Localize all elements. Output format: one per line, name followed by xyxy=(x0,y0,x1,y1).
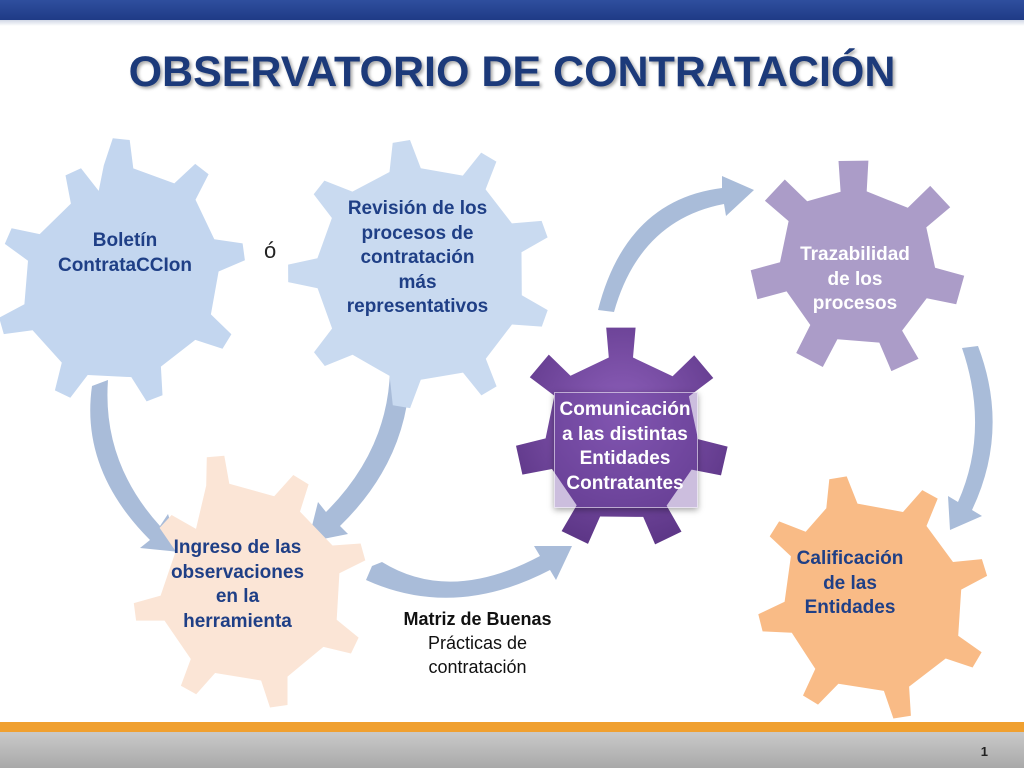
gear-ingreso-label xyxy=(155,536,320,634)
gear-revision-line-1: Revisión de los xyxy=(347,198,488,219)
arrow-comunicacion-to-trazabilidad xyxy=(598,176,754,312)
gear-calificacion-line-1: Calificación xyxy=(796,548,904,569)
gear-boletin-line-1: Boletín xyxy=(92,230,158,251)
gear-revision-line-4: más xyxy=(398,271,437,293)
matriz-caption xyxy=(380,607,575,679)
arrow-trazabilidad-to-calificacion xyxy=(948,346,993,530)
gear-comunicacion-line-2: a las distintas xyxy=(562,423,688,445)
gear-boletin-line-2: ContrataCCIon xyxy=(57,254,193,276)
gear-comunicacion-line-3: Entidades xyxy=(579,448,671,469)
gear-boletin-label xyxy=(40,229,210,278)
gear-calificacion-line-3: Entidades xyxy=(804,597,896,618)
caption-line-3: contratación xyxy=(428,657,527,677)
gear-revision-label xyxy=(330,197,505,320)
stray-character: ó xyxy=(264,238,277,263)
gear-calificacion-label xyxy=(775,547,925,621)
arrow-ingreso-to-comunicacion xyxy=(366,546,572,598)
footer-bar xyxy=(0,732,1024,768)
gear-ingreso-line-1: Ingreso de las xyxy=(173,537,302,558)
caption-line-2: Prácticas de xyxy=(427,633,528,653)
gear-comunicacion-line-4: Contratantes xyxy=(566,472,684,494)
gear-trazabilidad-line-2: de los xyxy=(827,268,883,290)
gear-ingreso-line-3: en la xyxy=(215,586,260,607)
caption-line-1: Matriz de Buenas xyxy=(403,609,552,629)
gear-comunicacion-label xyxy=(548,398,702,496)
gear-revision-line-2: procesos de xyxy=(361,222,474,244)
page-number: 1 xyxy=(980,744,988,759)
gear-trazabilidad-label xyxy=(780,243,930,317)
gear-ingreso-line-4: herramienta xyxy=(183,610,292,632)
gear-revision-line-3: contratación xyxy=(360,247,475,268)
gear-comunicacion-line-1: Comunicación xyxy=(559,399,691,420)
gear-ingreso-line-2: observaciones xyxy=(170,561,305,583)
gear-calificacion-line-2: de las xyxy=(823,572,877,594)
gear-trazabilidad-line-3: procesos xyxy=(812,293,898,314)
slide-title: OBSERVATORIO DE CONTRATACIÓN xyxy=(128,48,896,96)
gear-trazabilidad-line-1: Trazabilidad xyxy=(800,244,910,265)
footer-accent-stripe xyxy=(0,722,1024,732)
gear-revision-line-5: representativos xyxy=(346,296,489,317)
